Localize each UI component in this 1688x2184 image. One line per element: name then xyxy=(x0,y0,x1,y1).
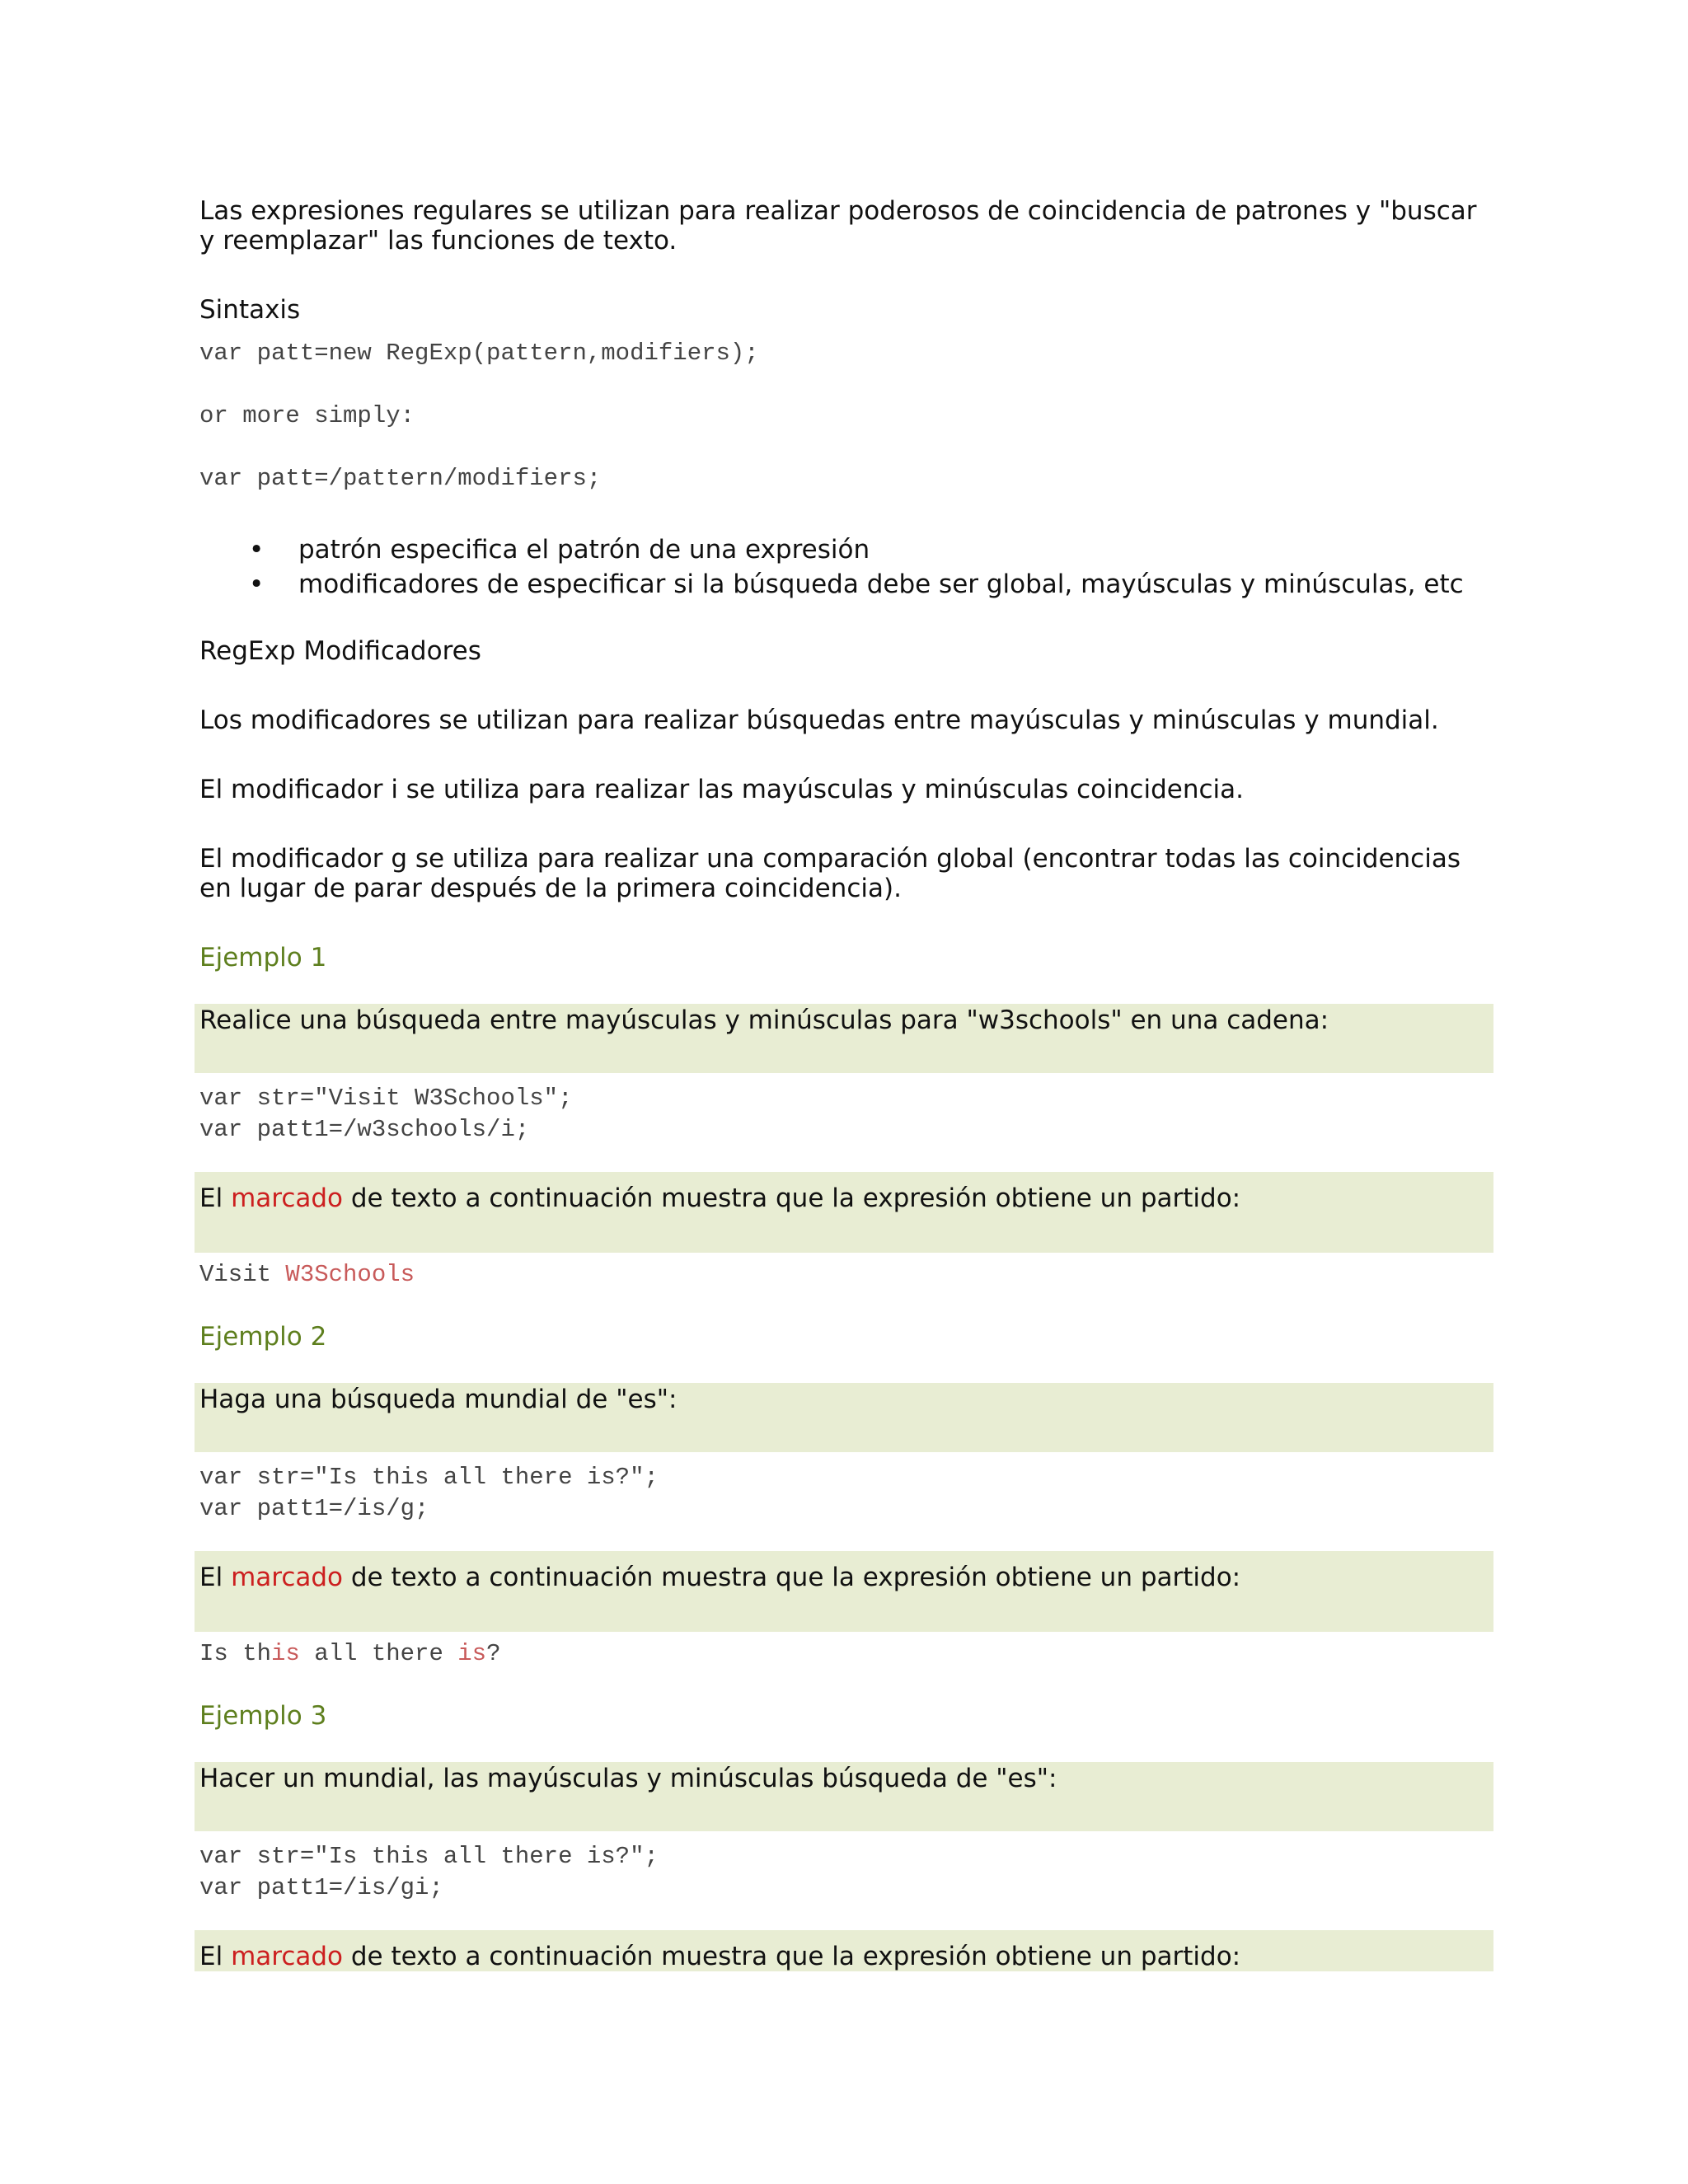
markup-note-after: de texto a continuación muestra que la expresión obtiene un partido: xyxy=(343,1183,1241,1213)
markup-note xyxy=(199,1172,1493,1213)
list-item-text: patrón especifica el patrón de una expresión xyxy=(298,535,870,565)
bullet-list xyxy=(199,532,1493,602)
markup-note-band xyxy=(195,1172,1493,1253)
syntax-alt-text: or more simply: xyxy=(199,402,415,429)
markup-note-highlight: marcado xyxy=(231,1183,344,1213)
markup-note-band xyxy=(195,1930,1493,1971)
syntax-label: Sintaxis xyxy=(199,295,301,325)
match-result xyxy=(199,1259,1493,1291)
example-description: Haga una búsqueda mundial de "es": xyxy=(199,1385,678,1414)
example-description: Realice una búsqueda entre mayúsculas y minúsculas para "w3schools" en una cadena: xyxy=(199,1005,1329,1035)
bullet-icon: • xyxy=(249,569,265,599)
markup-note-before: El xyxy=(199,1942,232,1971)
match-result xyxy=(199,1638,1493,1670)
paragraph: El modificador i se utiliza para realizar las mayúsculas y minúsculas coincidencia. xyxy=(199,775,1244,804)
code-line: var str="Is this all there is?"; xyxy=(199,1464,659,1491)
match-highlight: is xyxy=(271,1640,300,1667)
markup-note-before: El xyxy=(199,1183,232,1213)
code-line: var patt1=/is/gi; xyxy=(199,1874,443,1901)
bullet-icon: • xyxy=(249,535,265,565)
markup-note-highlight: marcado xyxy=(231,1942,344,1971)
list-item xyxy=(199,567,1493,602)
markup-note-band xyxy=(195,1551,1493,1632)
section-heading: RegExp Modificadores xyxy=(199,636,481,666)
match-text: all there xyxy=(299,1640,458,1667)
document-content xyxy=(199,196,1493,1971)
example-title: Ejemplo 3 xyxy=(199,1701,327,1731)
example-title: Ejemplo 2 xyxy=(199,1322,327,1352)
markup-note xyxy=(199,1551,1493,1592)
match-text: Visit xyxy=(199,1261,286,1288)
intro-paragraph: Las expresiones regulares se utilizan para realizar poderosos de coincidencia de patrones y "buscar y reemplazar" las funciones de texto. xyxy=(199,196,1477,255)
example-description-band xyxy=(195,1383,1493,1452)
code-line: var str="Visit W3Schools"; xyxy=(199,1085,573,1112)
list-item-text: modificadores de especificar si la búsqueda debe ser global, mayúsculas y minúsculas, etc xyxy=(298,569,1464,599)
paragraph: El modificador g se utiliza para realizar una comparación global (encontrar todas las coincidencias en lugar de parar después de la primera coincidencia). xyxy=(199,844,1461,903)
match-highlight: is xyxy=(457,1640,487,1667)
example-title: Ejemplo 1 xyxy=(199,943,327,972)
code-line: var str="Is this all there is?"; xyxy=(199,1843,659,1870)
markup-note-highlight: marcado xyxy=(231,1563,344,1592)
code-line: var patt1=/is/g; xyxy=(199,1495,429,1522)
paragraph: Los modificadores se utilizan para realizar búsquedas entre mayúsculas y minúsculas y mundial. xyxy=(199,705,1439,735)
markup-note-after: de texto a continuación muestra que la expresión obtiene un partido: xyxy=(343,1563,1241,1592)
markup-note xyxy=(199,1930,1493,1971)
markup-note-after: de texto a continuación muestra que la expresión obtiene un partido: xyxy=(343,1942,1241,1971)
list-item xyxy=(199,532,1493,567)
example-description-band xyxy=(195,1762,1493,1831)
match-text: ? xyxy=(486,1640,501,1667)
code-line: var patt1=/w3schools/i; xyxy=(199,1116,530,1143)
match-highlight: W3Schools xyxy=(285,1261,415,1288)
example-description: Hacer un mundial, las mayúsculas y minúsculas búsqueda de "es": xyxy=(199,1764,1057,1793)
match-text: Is th xyxy=(199,1640,272,1667)
syntax-code-line: var patt=new RegExp(pattern,modifiers); xyxy=(199,340,759,367)
example-description-band xyxy=(195,1004,1493,1073)
syntax-code-line: var patt=/pattern/modifiers; xyxy=(199,465,602,492)
markup-note-before: El xyxy=(199,1563,232,1592)
